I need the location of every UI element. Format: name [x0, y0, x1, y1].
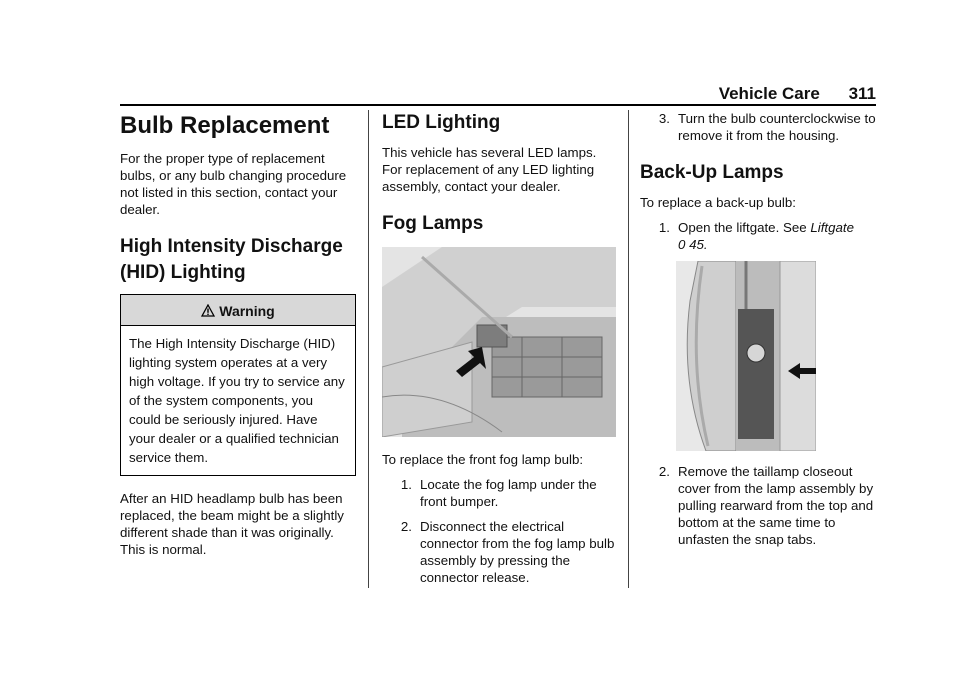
page-number: 311 [848, 84, 876, 103]
back-up-lamps-heading: Back-Up Lamps [640, 162, 784, 183]
section-title: Vehicle Care [718, 84, 820, 103]
fog-lamp-illustration [382, 247, 616, 437]
warning-header [121, 295, 355, 326]
warning-text: The High Intensity Discharge (HID) lighting system operates at a very high voltage. If you try to service any of the system components, you could be seriously injured. Have your dealer or a qualified technician service them. [129, 336, 345, 465]
step-number: 2. [658, 464, 670, 479]
step-number: 2. [400, 519, 412, 534]
continued-steps [640, 110, 876, 144]
column-2 [382, 110, 616, 594]
list-item [640, 110, 876, 144]
list-item [640, 463, 876, 548]
step-number: 1. [658, 220, 670, 235]
column-divider-1 [368, 110, 369, 588]
list-item [640, 219, 876, 253]
step-number: 3. [658, 111, 670, 126]
led-lighting-text: This vehicle has several LED lamps. For replacement of any LED lighting assembly, contact your dealer. [382, 145, 597, 194]
hid-after-text: After an HID headlamp bulb has been replaced, the beam might be a slightly different shade than it was originally. This is normal. [120, 491, 344, 557]
liftgate-link[interactable]: Liftgate [810, 220, 854, 235]
fog-lamp-steps [382, 476, 616, 586]
warning-box [120, 294, 356, 476]
step-text [678, 219, 876, 253]
step-text: Remove the taillamp closeout cover from the lamp assembly by pulling rearward from the top and bottom at the same time to unfasten the snap tabs. [678, 464, 874, 547]
back-up-intro: To replace a back-up bulb: [640, 195, 796, 210]
led-lighting-heading: LED Lighting [382, 112, 501, 133]
column-1 [120, 110, 356, 566]
fog-lamps-heading: Fog Lamps [382, 213, 484, 234]
step-text: Turn the bulb counterclockwise to remove it from the housing. [678, 111, 876, 143]
warning-title: Warning [219, 303, 275, 319]
bulb-replacement-heading: Bulb Replacement [120, 112, 330, 139]
back-up-steps-1 [640, 219, 876, 253]
warning-triangle-icon [201, 304, 215, 317]
header-rule [120, 104, 876, 106]
step-text: Disconnect the electrical connector from the fog lamp bulb assembly by pressing the connector release. [420, 519, 615, 585]
step-text: Locate the fog lamp under the front bumper. [420, 477, 597, 509]
bulb-replacement-intro: For the proper type of replacement bulbs, or any bulb changing procedure not listed in this section, contact your dealer. [120, 151, 347, 217]
hid-lighting-heading: High Intensity Discharge (HID) Lighting [120, 236, 343, 283]
page-header [120, 84, 876, 104]
list-item [382, 518, 616, 586]
column-3 [640, 110, 876, 556]
list-item [382, 476, 616, 510]
step-text-main: Open the liftgate. See [678, 220, 807, 235]
column-divider-2 [628, 110, 629, 588]
fog-lamp-intro: To replace the front fog lamp bulb: [382, 452, 584, 467]
liftgate-page-ref[interactable]: 0 45. [678, 237, 708, 252]
step-number: 1. [400, 477, 412, 492]
back-up-lamp-illustration [676, 261, 816, 451]
back-up-steps-2 [640, 463, 876, 548]
